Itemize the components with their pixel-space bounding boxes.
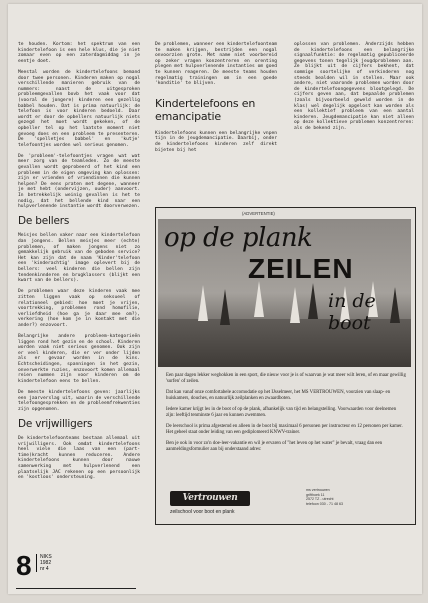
issue-info [36, 554, 66, 572]
column-left [18, 42, 140, 486]
paragraph: De problemen waar deze kinderen vaak mee zitten liggen vaak op seksueel of relationeel gebied: hoe moet je vrijen, voortrekking, problemen rond homofilie, verliefdheid (hoe ga je daar mee om?), verkering (hoe kom je in kontakt met die ander?) enzovoort. [18, 289, 140, 328]
vertrouwen-logo: Vertrouwen [170, 491, 250, 506]
advertisement [155, 207, 416, 525]
column-middle [155, 42, 277, 159]
paragraph: De problemen, wanneer een kindertelefoonteam te maken krijgen, bestrijden een nogal onvoorzien grote. Met name niet voorbereid op zeker vragen konzentreren en orenting plegen met hulpverlenende instanties om goed te kunnen reageren. De meeste teams houden regelmatig trainingen om in een goede 'konditie' te blijven. [155, 42, 277, 87]
ad-subtitle: zeilschool voor boot en plank [170, 509, 235, 515]
address-line: ms vertrouwen [306, 488, 330, 492]
ad-headline-1: op de plank [164, 223, 313, 253]
ad-tag: (ADVERTENTIE) [242, 211, 275, 216]
issue-number: nr 4 [40, 566, 49, 572]
address-line: grifthoek 11 [306, 492, 325, 497]
paragraph: De kindertelefoonteams bestaan allemaal uit vrijwilligers. Ook omdat kindertelefoons heel viele die laas van een (part-time)kracht kunnen reduceren. Andere kindertelefoons kunnen door nauwe samenwerking met hulpverlenend een plaatselijk JAC rekenen op een persoonlijk en 'kostloos' ondersteuning. [18, 436, 140, 481]
ad-headline-3: in de boot [328, 290, 376, 334]
page-number: 8 [16, 550, 32, 581]
magazine-page [8, 4, 422, 594]
sailing-photo [158, 219, 411, 367]
ad-paragraph: Een paar dagen lekker weghokken in een sport, die nieuw voor je is of waarvan je wat meer wilt leren, of en maar gewillig 'surfen' of zeilen. [166, 373, 406, 385]
ad-headline-2: ZEILEN [248, 253, 354, 284]
ad-paragraph: Dat kan vanaf onze comfortabele accomodatie op het IJsselmeer, het MS VERTROUWEN, voorzien van slaap- en huiskamers, douches, en natuurlijk zeilplanken en zwaardboten. [166, 390, 391, 402]
paragraph: te houden. Kortom: het spektrum van een kindertelefoon is een hele klus, die je niet zomaar even op een zaterdagmiddag in je eentje doet. [18, 42, 140, 64]
sail-icon [254, 281, 264, 317]
paragraph: Meestal worden de kindertelefoons bemand door twee personen. Kinderen maken op nogal verschillende manieren gebruik van de nummers: naast de uitgesproken probleemgevallen bovb het vaak voor dat (vooral de jongere) kinderen een gezellig babbel houden. Dat is prima natuurlijk: de telefoon is voor kinderen bedoeld. Daar wordt er door de opbellers natuurlijk niets gezegd het moet wordt gekeken, of de opbeller tel op het laatste moment niet gevoeg does en een probleem te presenteren. De 'spelletjes babbel' en 'kutje' telefoontjes worden wel serieus genomen. [18, 69, 140, 148]
paragraph: oplossen van problemen. Anderzijds hebben de kindertelefoons een belangrijke signaalfunktie: de regelmatig gepubliceerde gegevens tonen tegelijk jeugdproblemen aan. Ze blijkt uit de cijfers bekhent, dat sommige soortelijke of verkinderen nog steeds bealden wil in stellen. Maar ook andere, niet vaaronde problemen worden door de kindertelefoongegevens blootgelegd. De cijfers geven aan, dat bepaalde problemen (zoals bijvoorbeeld geweld worden in de klas) wel degelijk opgelost kan worden als een kollektief probleem van een aantal kinderen. Jeugdemancipatie kan niet alleen op deze kollektieve problemen konzentreren: als de bekend zijn. [294, 42, 414, 131]
heading-vrijwilligers: De vrijwilligers [18, 418, 93, 430]
paragraph: Belangrijke andere probleem-kategorieën liggen rond het gezin en de school. Kinderen worden vaak niet serieus genomen. Ook zijn er veel kinderen, die er ver onder lijden als er gevaar worden in de kins. Echtscheidingen, spanningen in het gezin, onverwerkte ruzies, enzovoort komen allemaal reien nummen zijn voor kinderen om de kindertelefoon eens te bellen. [18, 334, 140, 384]
issue-year: 1982 [40, 560, 52, 566]
ad-paragraph: De leerschool is prima afgestemd en alleen in de boot bij maximaal 6 personen per instructeur en 12 personen per kamer. Het geheel staat onder leiding van een gediplomeerd KNWV-trainer. [166, 424, 403, 436]
sail-icon [290, 287, 300, 323]
paragraph: Meisjes bellen vaker naar een kindertelefoon dan jongens. Bellen meisjes meer (echte) problemen, of maken jongens niet zo gemakkelijk gebruik van de geboden service? Het kan zijn dat de naam 'Kinder'telefoon een 'kinderachtig' image oplevert bij de bellers: veel kinderen die bellen zijn tendenkinnderen en brugklassers (blijkt een kwart van de bellers). [18, 233, 140, 284]
paragraph: Kindertelefoons kunnen een belangrijke vnpen tijn in de jeugdemancipatie. Daarbij, onder de kindertelefoons kinderen zelf direkt bijeten bij het [155, 130, 277, 153]
magazine-name: NIKS [40, 554, 52, 560]
ad-paragraph: Ben je ook in voor zo'n doe-leer-vakantie en wil je ervaren of "het leven op het water" je bevalt, vraag dan een aanmeldingsformulier aan bij onderstaand adres: [166, 441, 383, 453]
address-line: 2572 TZ - utrecht [306, 497, 334, 502]
paragraph: De meeste kindertelefoons geven: jaarlijks een jaarverslag uit, waarin de verschillende telefoongesprekken en de probleemfrekwenties zijn opgenomen. [18, 390, 140, 412]
address-line: telefoon 030 - 71 48 63 [306, 501, 343, 506]
sail-icon [198, 285, 208, 321]
heading-emancipatie: Kindertelefoons en emancipatie [155, 96, 256, 123]
heading-bellers: De bellers [18, 215, 70, 228]
footer-rule [16, 588, 136, 589]
ad-paragraph: Iedere kamer krijgt les in de boot of op de plank, afhankelijk van tijd en belangstelling. Voorwaarden voor deelnemen zijn: leeftijd tenminste 6 jaar en kunnen zwemmen. [166, 407, 397, 419]
paragraph: De 'probleem'-telefoontjes vragen wat wat meer zorg van de teamleden. Zo de meeste gevallen wordt geprobeerd of het kind een probleem in de eigen omgeving kan oplossen: zijn er vrienden of vriendinnen die kunnen helpen? De eens praten met degene, wanneer je met hebt (ondervijzen, ouder) aanvoort. In betrekkelijk weinig gevallen is het te nodig, dat het bellende kind naar een hulpverlenende instantie wordt doorverwezen. [18, 153, 140, 210]
ad-body [166, 373, 406, 458]
sail-icon [308, 283, 318, 319]
column-right [294, 42, 414, 137]
ad-address [306, 488, 406, 506]
sail-icon [220, 289, 230, 325]
